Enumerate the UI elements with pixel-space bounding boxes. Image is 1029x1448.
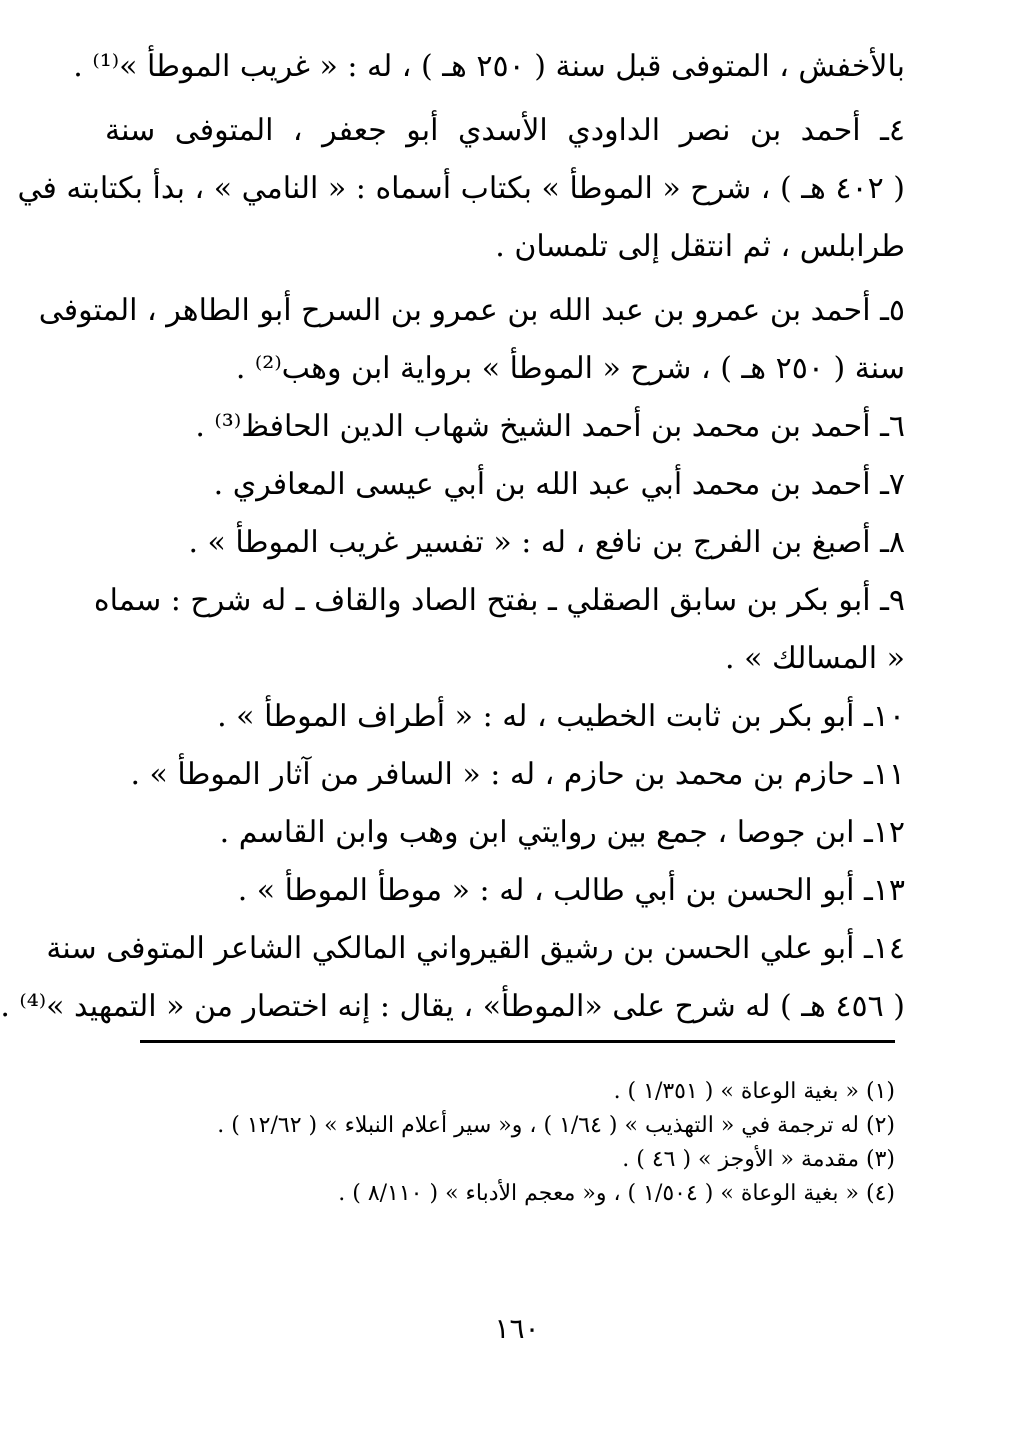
- footnote-separator: [140, 1040, 895, 1043]
- paragraph-2: [17, 102, 905, 276]
- text-line: ٧ـ أحمد بن محمد أبي عبد الله بن أبي عيسى المعافري .: [213, 467, 905, 502]
- footnote-1: (١) « بغية الوعاة » ( ١/٣٥١ ) .: [613, 1079, 895, 1104]
- paragraph-8: [105, 688, 905, 746]
- text-line: ٤ـ أحمد بن نصر الداودي الأسدي أبو جعفر ، المتوفى سنة: [105, 113, 905, 148]
- text-line: « المسالك » .: [725, 641, 905, 676]
- paragraph-4: [105, 398, 905, 456]
- page-number: ١٦٠: [494, 1312, 540, 1345]
- text-line: سنة ( ٢٥٠ هـ ) ، شرح « الموطأ » برواية ابن وهب⁽²⁾ .: [235, 351, 905, 386]
- text-line: ٥ـ أحمد بن عمرو بن عبد الله بن عمرو بن السرح أبو الطاهر ، المتوفى: [38, 293, 905, 328]
- footnote-2: (٢) له ترجمة في « التهذيب » ( ١/٦٤ ) ، و« سير أعلام النبلاء » ( ١٢/٦٢ ) .: [217, 1113, 895, 1138]
- paragraph-9: [105, 746, 905, 804]
- text-line: ٩ـ أبو بكر بن سابق الصقلي ـ بفتح الصاد والقاف ـ له شرح : سماه: [93, 583, 905, 618]
- main-text: [0, 38, 905, 1036]
- text-line: ١٠ـ أبو بكر بن ثابت الخطيب ، له : « أطراف الموطأ » .: [217, 699, 905, 734]
- text-line: ( ٤٥٦ هـ ) له شرح على «الموطأ» ، يقال : إنه اختصار من « التمهيد »⁽⁴⁾ .: [0, 989, 905, 1024]
- paragraph-12: [0, 920, 905, 1036]
- paragraph-6: [105, 514, 905, 572]
- paragraph-7: [93, 572, 905, 688]
- text-line: ١٤ـ أبو علي الحسن بن رشيق القيرواني المالكي الشاعر المتوفى سنة: [46, 931, 905, 966]
- footnote-3: (٣) مقدمة « الأوجز » ( ٤٦ ) .: [622, 1147, 895, 1172]
- text-line: ٦ـ أحمد بن محمد بن أحمد الشيخ شهاب الدين الحافظ⁽³⁾ .: [195, 409, 905, 444]
- footnote-4: (٤) « بغية الوعاة » ( ١/٥٠٤ ) ، و« معجم الأدباء » ( ٨/١١٠ ) .: [338, 1181, 895, 1206]
- text-line: ٨ـ أصبغ بن الفرج بن نافع ، له : « تفسير غريب الموطأ » .: [188, 525, 905, 560]
- text-line: ( ٤٠٢ هـ ) ، شرح « الموطأ » بكتاب أسماه : « النامي » ، بدأ بكتابته في: [17, 171, 905, 206]
- text-line: ١٢ـ ابن جوصا ، جمع بين روايتي ابن وهب وابن القاسم .: [219, 815, 905, 850]
- paragraph-3: [38, 282, 905, 398]
- text-line: ١٣ـ أبو الحسن بن أبي طالب ، له : « موطأ الموطأ » .: [237, 873, 905, 908]
- text-line: بالأخفش ، المتوفى قبل سنة ( ٢٥٠ هـ ) ، له : « غريب الموطأ »⁽¹⁾ .: [73, 49, 905, 84]
- paragraph-10: [105, 804, 905, 862]
- paragraph-11: [105, 862, 905, 920]
- paragraph-1: [73, 38, 905, 96]
- paragraph-5: [105, 456, 905, 514]
- text-line: ١١ـ حازم بن محمد بن حازم ، له : « السافر من آثار الموطأ » .: [130, 757, 905, 792]
- footnotes: [175, 1075, 895, 1211]
- text-line: طرابلس ، ثم انتقل إلى تلمسان .: [495, 229, 905, 264]
